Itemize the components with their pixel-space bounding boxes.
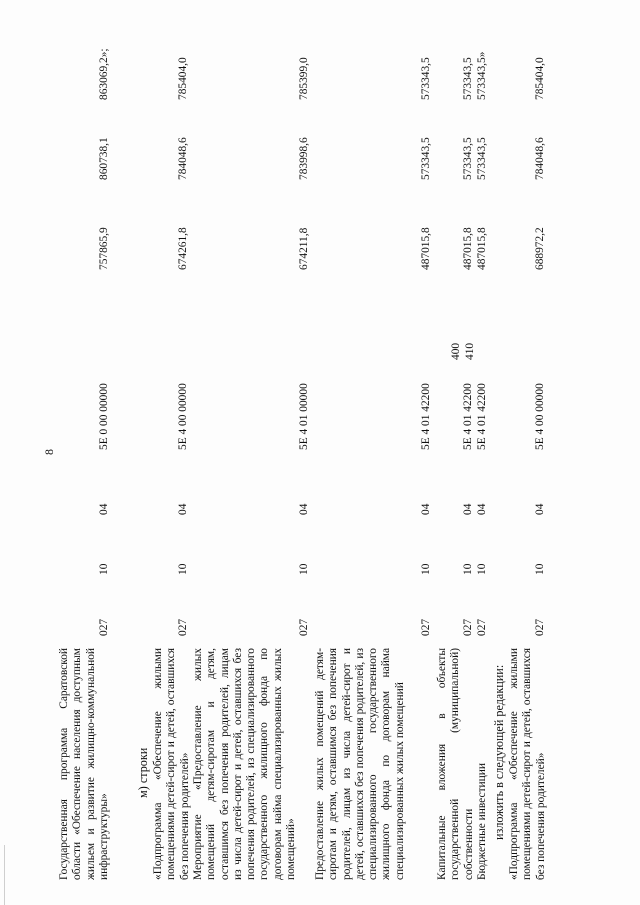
- cell-pr: 04: [177, 503, 189, 515]
- cell-value-2: 573343,5: [420, 137, 432, 180]
- cell-csr: 5Е 4 00 00000: [534, 383, 546, 450]
- cell-ved: 027: [298, 618, 310, 636]
- cell-value-3: 573343,5»: [476, 51, 488, 100]
- cell-csr: 5Е 4 00 00000: [177, 383, 189, 450]
- cell-pr: 04: [98, 503, 110, 515]
- cell-value-2: 783998,6: [298, 137, 310, 180]
- cell-csr: 5Е 4 01 42200: [420, 383, 432, 450]
- cell-rz: 10: [462, 563, 474, 575]
- cell-value-3: 785404,0: [534, 57, 546, 100]
- row-name: Бюджетные инвестиции: [476, 763, 488, 880]
- cell-rz: 10: [98, 563, 110, 575]
- cell-ved: 027: [534, 618, 546, 636]
- cell-pr: 04: [534, 503, 546, 515]
- cell-value-2: 573343,5: [462, 137, 474, 180]
- cell-rz: 10: [298, 563, 310, 575]
- cell-value-3: 573343,5: [420, 57, 432, 100]
- cell-value-1: 674211,8: [298, 227, 310, 270]
- cell-csr: 5Е 4 01 00000: [298, 383, 310, 450]
- cell-value-2: 860738,1: [98, 137, 110, 180]
- cell-rz: 10: [177, 563, 189, 575]
- cell-ved: 027: [177, 618, 189, 636]
- row-name: «Подпрограмма «Обеспечение жилыми помещениями детей-сирот и детей, оставшихся без попечения родителей»: [152, 648, 191, 880]
- cell-ved: 027: [462, 618, 474, 636]
- cell-value-1: 674261,8: [177, 227, 189, 270]
- cell-rz: 10: [476, 563, 488, 575]
- cell-ved: 027: [476, 618, 488, 636]
- cell-pr: 04: [462, 503, 474, 515]
- cell-csr: 5Е 4 01 42200: [462, 383, 474, 450]
- row-name: Мероприятие «Предоставление жилых помещений детям-сиротам и детям, оставшимся без попечения родителей, лицам из числа детей-сирот и детей, оставшихся без попечения родителей, из специализированного государственного жилищного фонда по договорам найма специализированных жилых помещений»: [192, 648, 298, 880]
- cell-pr: 04: [298, 503, 310, 515]
- cell-pr: 04: [476, 503, 488, 515]
- cell-value-2: 784048,6: [177, 137, 189, 180]
- section-heading-edit: изложить в следующей редакции:: [492, 664, 506, 840]
- cell-value-1: 688972,2: [534, 227, 546, 270]
- rotated-content: [40, 20, 600, 880]
- row-name: «Подпрограмма «Обеспечение жилыми помещениями детей-сирот и детей, оставшихся без попечения родителей»: [508, 648, 547, 880]
- cell-vr: 410: [464, 342, 476, 360]
- cell-value-2: 784048,6: [534, 137, 546, 180]
- cell-value-1: 487015,8: [420, 227, 432, 270]
- row-name: Капитальные вложения в объекты государственной (муниципальной) собственности: [436, 648, 475, 880]
- row-name: Государственная программа Саратовской области «Обеспечение населения доступным жильем и развитие жилищно-коммунальной инфраструктуры»: [58, 648, 110, 880]
- cell-value-1: 487015,8: [476, 227, 488, 270]
- cell-value-3: 573343,5: [462, 57, 474, 100]
- row-name: Предоставление жилых помещений детям-сиротам и детям, оставшимся без попечения родителей, лицам из числа детей-сирот и детей, оставшихся без попечения родителей, из специализированного государственного жилищного фонда по договорам найма специализированных жилых помещений: [314, 648, 406, 880]
- cell-value-2: 573343,5: [476, 137, 488, 180]
- cell-rz: 10: [534, 563, 546, 575]
- cell-value-1: 487015,8: [462, 227, 474, 270]
- scan-edge-mark: [4, 845, 5, 905]
- cell-ved: 027: [98, 618, 110, 636]
- cell-value-1: 757865,9: [98, 227, 110, 270]
- page-number: 8: [42, 449, 56, 455]
- cell-ved: 027: [420, 618, 432, 636]
- cell-pr: 04: [420, 503, 432, 515]
- cell-csr: 5Е 4 01 42200: [476, 383, 488, 450]
- cell-rz: 10: [420, 563, 432, 575]
- cell-value-3: 863069,2»;: [98, 48, 110, 100]
- section-heading-m: м) строки: [136, 747, 150, 798]
- cell-vr: 400: [450, 342, 462, 360]
- cell-csr: 5Е 0 00 00000: [98, 383, 110, 450]
- cell-value-3: 785399,0: [298, 57, 310, 100]
- cell-value-3: 785404,0: [177, 57, 189, 100]
